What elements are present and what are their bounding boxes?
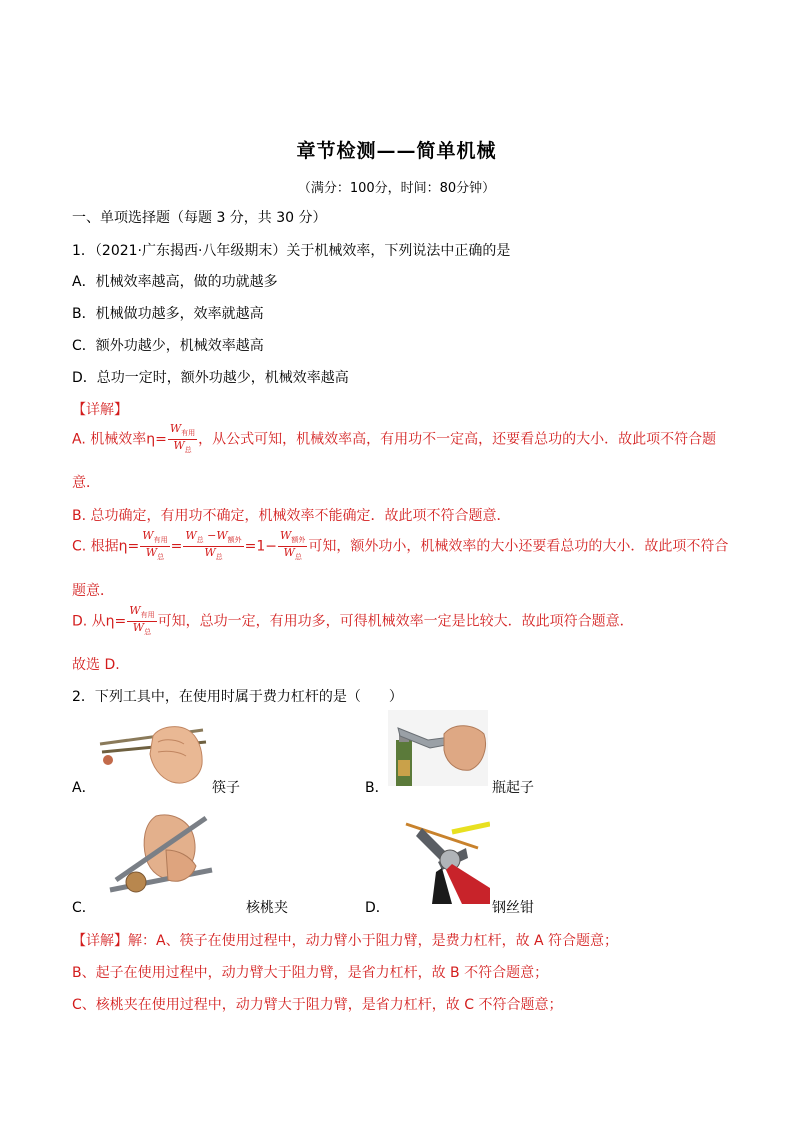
efficiency-fraction: $\frac{W_{有用}}{W_总}$	[129, 604, 155, 637]
q1-option-a: A．机械效率越高，做的功就越多	[72, 274, 278, 290]
page-subtitle: （满分：100分，时间：80分钟）	[297, 181, 496, 196]
q1-explain-c-cont: 题意．	[72, 583, 114, 599]
extra-fraction: $\frac{W_{额外}}{W_总}$	[280, 529, 306, 562]
efficiency-fraction: $\frac{W_{有用}}{W_总}$	[142, 529, 168, 562]
explain-a-prefix: A. 机械效率η=	[72, 431, 167, 448]
section-heading: 一、单项选择题（每题 3 分，共 30 分）	[72, 210, 327, 226]
difference-fraction: $\frac{W_总 -W_{额外}}{W_总}$	[185, 529, 242, 562]
nutcracker-image	[96, 810, 214, 900]
efficiency-fraction: $\frac{W_{有用}}{W_总}$	[169, 422, 196, 455]
q2-explanation-3: C、核桃夹在使用过程中，动力臂大于阻力臂，是省力杠杆，故 C 不符合题意；	[72, 997, 563, 1013]
q2-option-d-name: 钢丝钳	[492, 900, 534, 916]
q1-detail-heading: 【详解】	[72, 402, 128, 418]
explain-d-text: 可知，总功一定，有用功多，可得机械效率一定是比较大．故此项符合题意．	[157, 613, 634, 630]
q1-option-b: B．机械做功越多，效率就越高	[72, 306, 264, 322]
bottle-opener-image	[388, 710, 488, 786]
chopsticks-image	[98, 722, 208, 790]
q2-option-c-name: 核桃夹	[246, 900, 288, 916]
q1-explain-b: B. 总功确定，有用功不确定，机械效率不能确定．故此项不符合题意．	[72, 508, 511, 524]
q2-detail-heading: 【详解】	[72, 933, 128, 949]
q1-option-d: D．总功一定时，额外功越少，机械效率越高	[72, 370, 349, 386]
q2-option-b-letter: B．	[365, 780, 389, 796]
q2-option-a-letter: A．	[72, 780, 96, 796]
explain-c-text: 可知，额外功小，机械效率的大小还要看总功的大小．故此项不符合	[308, 538, 729, 555]
q2-option-b-name: 瓶起子	[492, 780, 534, 796]
q2-explanation-1: 【详解】解：A、筷子在使用过程中，动力臂小于阻力臂，是费力杠杆，故 A 符合题意；	[72, 933, 619, 949]
explain-a-text: ，从公式可知，机械效率高，有用功不一定高，还要看总功的大小．故此项不符合题	[198, 431, 717, 448]
q1-explain-c: C. 根据η= $\frac{W_{有用}}{W_总}$ = $\frac{W_总 -W_{额外}}{W_总}$ =1− $\frac{W_{额外}}{W_总}$ 可知，额外功小，机械效率的大小还要看总功的大小．故此项不符合	[72, 529, 729, 562]
explain-d-prefix: D. 从η=	[72, 613, 127, 630]
q1-explain-d	[72, 605, 634, 638]
q1-answer: 故选 D.	[72, 657, 120, 673]
q2-option-a-name: 筷子	[212, 780, 240, 796]
q1-explain-a	[72, 423, 716, 456]
q2-option-c-letter: C．	[72, 900, 96, 916]
q2-stem: 2．下列工具中，在使用时属于费力杠杆的是（ ）	[72, 689, 403, 705]
q1-stem: 1．（2021·广东揭西·八年级期末）关于机械效率，下列说法中正确的是	[72, 243, 511, 259]
q1-option-c: C．额外功越少，机械效率越高	[72, 338, 264, 354]
explain-c-prefix: C. 根据η=	[72, 538, 140, 555]
q2-explanation-2: B、起子在使用过程中，动力臂大于阻力臂，是省力杠杆，故 B 不符合题意；	[72, 965, 549, 981]
q1-explain-a-cont: 意．	[72, 475, 100, 491]
wire-pliers-image	[392, 818, 490, 904]
q2-option-d-letter: D．	[365, 900, 390, 916]
page-title: 章节检测——简单机械	[296, 140, 497, 162]
